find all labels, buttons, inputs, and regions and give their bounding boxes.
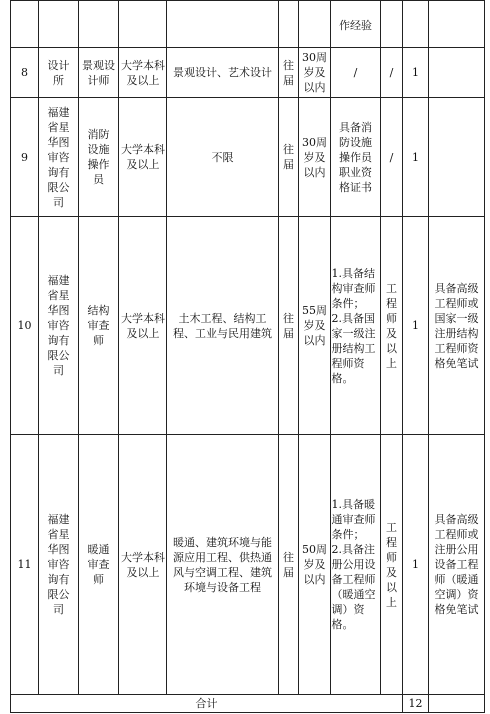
row-age: 30周岁及以内 [299,48,331,98]
row-fresh [279,1,299,48]
row-count: 1 [403,217,429,435]
row-note: 具备高级工程师或国家一级注册结构工程师资格免笔试 [429,217,485,435]
row-count [403,1,429,48]
row-edu: 大学本科及以上 [119,98,167,217]
row-no: 8 [11,48,39,98]
row-no: 9 [11,98,39,217]
row-post: 景观设计师 [79,48,119,98]
row-age [299,1,331,48]
row-post: 暖通审查师 [79,435,119,695]
row-other: 1.具备结构审查师条件； 2.具备国家一级注册结构工程师资格。 [331,217,381,435]
row-title: / [381,48,403,98]
row-age: 50周岁及以内 [299,435,331,695]
row-count: 1 [403,435,429,695]
row-major: 景观设计、艺术设计 [167,48,279,98]
row-edu: 大学本科及以上 [119,48,167,98]
row-unit: 设计所 [39,48,79,98]
total-count: 12 [403,695,429,713]
row-major: 不限 [167,98,279,217]
row-post: 消防设施操作员 [79,98,119,217]
row-unit: 福建省星华图审咨询有限公司 [39,217,79,435]
row-major: 土木工程、结构工程、工业与民用建筑 [167,217,279,435]
table-row [11,98,485,217]
row-post [79,1,119,48]
row-count: 1 [403,48,429,98]
row-unit: 福建省星华图审咨询有限公司 [39,98,79,217]
row-age: 55周岁及以内 [299,217,331,435]
row-title: 工程师及以上 [381,435,403,695]
row-other: / [331,48,381,98]
row-note [429,48,485,98]
row-title: 工程师及以上 [381,217,403,435]
total-note [429,695,485,713]
row-unit [39,1,79,48]
row-note: 具备高级工程师或注册公用设备工程师（暖通空调）资格免笔试 [429,435,485,695]
row-post: 结构审查师 [79,217,119,435]
row-unit: 福建省星华图审咨询有限公司 [39,435,79,695]
row-no: 11 [11,435,39,695]
recruitment-table [10,0,485,713]
row-no: 10 [11,217,39,435]
total-label: 合计 [11,695,403,713]
table-row [11,1,485,48]
row-major [167,1,279,48]
table-row [11,435,485,695]
row-title: / [381,98,403,217]
row-fresh: 往届 [279,435,299,695]
row-other: 作经验 [331,1,381,48]
row-no [11,1,39,48]
total-row [11,695,485,713]
row-other: 1.具备暖通审查师条件； 2.具备注册公用设备工程师（暖通空调）资格。 [331,435,381,695]
row-fresh: 往届 [279,98,299,217]
row-title [381,1,403,48]
row-edu: 大学本科及以上 [119,435,167,695]
row-edu: 大学本科及以上 [119,217,167,435]
row-edu [119,1,167,48]
row-major: 暖通、建筑环境与能源应用工程、供热通风与空调工程、建筑环境与设备工程 [167,435,279,695]
table-row [11,48,485,98]
row-fresh: 往届 [279,48,299,98]
row-other: 具备消防设施操作员职业资格证书 [331,98,381,217]
table-row [11,217,485,435]
row-fresh: 往届 [279,217,299,435]
row-note [429,1,485,48]
row-count: 1 [403,98,429,217]
row-note [429,98,485,217]
row-age: 30周岁及以内 [299,98,331,217]
